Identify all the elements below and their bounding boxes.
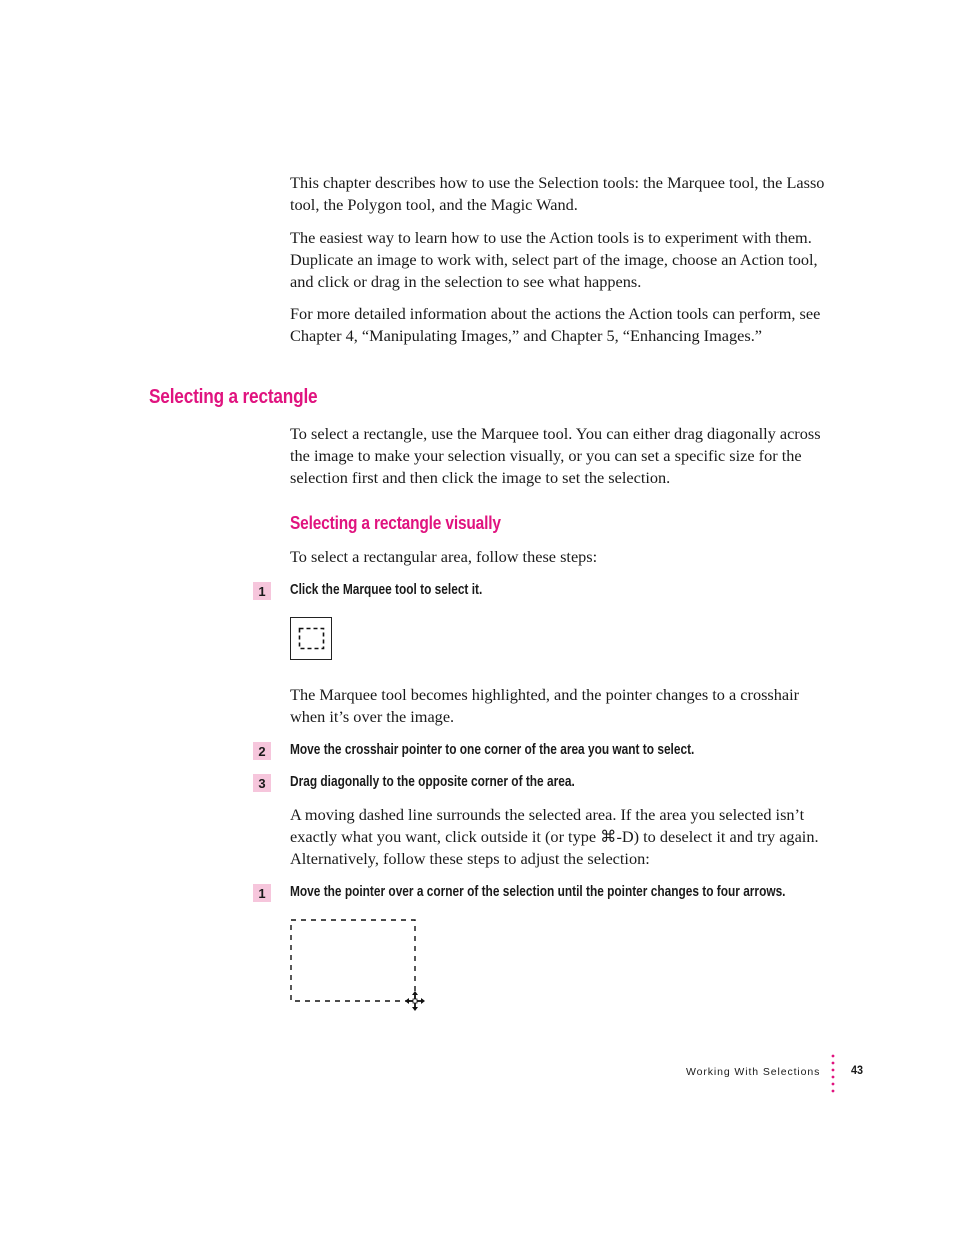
subsection-intro: To select a rectangular area, follow these steps: [290, 547, 598, 566]
after-step-3-paragraph: A moving dashed line surrounds the selected area. If the area you selected isn’t exactly what you want, click outside it (or type ⌘-D) to deselect it and try again. Alternatively, follow these steps to adjust the selection: [290, 805, 819, 868]
section-heading: Selecting a rectangle [149, 386, 318, 408]
step-number-badge: 1 [253, 582, 271, 600]
step-number-badge: 2 [253, 742, 271, 760]
after-step-1-paragraph: The Marquee tool becomes highlighted, and the pointer changes to a crosshair when it’s over the image. [290, 685, 800, 726]
page-number: 43 [851, 1063, 864, 1077]
dashed-selection-rectangle [291, 920, 415, 1001]
step-2 [253, 741, 695, 761]
footer-chapter-title: Working With Selections [686, 1066, 821, 1078]
section-body: To select a rectangle, use the Marquee tool. You can either drag diagonally across the image to make your selection visually, or you can set a specific size for the selection first and then click the image to set the selection. [290, 424, 821, 487]
step-text: Move the crosshair pointer to one corner of the area you want to select. [290, 742, 695, 758]
step-number-badge: 3 [253, 774, 271, 792]
intro-paragraph-3: For more detailed information about the actions the Action tools can perform, see Chapter 4, “Manipulating Images,” and Chapter 5, “Enhancing Images.” [290, 304, 821, 345]
four-arrows-pointer-icon [405, 991, 425, 1011]
footer-dot-rule [830, 1054, 836, 1094]
marquee-tool-icon [290, 617, 332, 660]
step-number-badge: 1 [253, 884, 271, 902]
intro-paragraph-2: The easiest way to learn how to use the Action tools is to experiment with them. Duplicate an image to work with, select part of the image, choose an Action tool, and click or drag in the selection to see what happens. [290, 228, 818, 291]
adjust-step-1 [253, 883, 786, 903]
intro-paragraph-1: This chapter describes how to use the Selection tools: the Marquee tool, the Lasso tool, the Polygon tool, and the Magic Wand. [290, 173, 825, 214]
step-1 [253, 581, 483, 601]
step-text: Click the Marquee tool to select it. [290, 582, 483, 598]
subsection-heading: Selecting a rectangle visually [290, 513, 501, 533]
step-3 [253, 773, 575, 793]
step-text: Move the pointer over a corner of the selection until the pointer changes to four arrows. [290, 884, 786, 900]
step-text: Drag diagonally to the opposite corner of the area. [290, 774, 575, 790]
selection-illustration [288, 917, 428, 1015]
